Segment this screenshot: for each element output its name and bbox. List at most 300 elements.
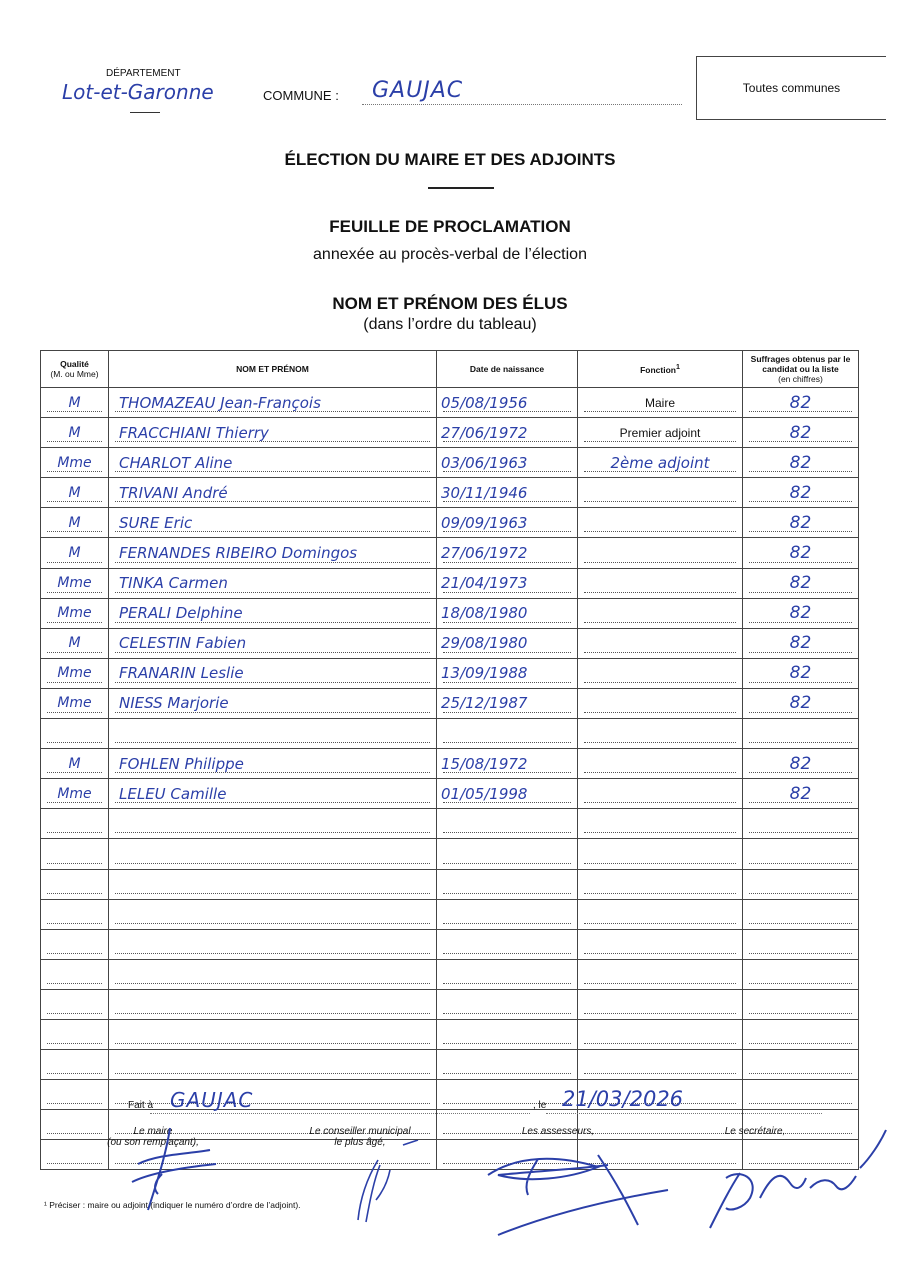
title-rule (428, 187, 494, 189)
cell-qualite-value: Mme (57, 665, 92, 682)
cell-qualite-value: M (68, 424, 81, 441)
cell-qualite-value: Mme (57, 785, 92, 802)
cell-date-naissance (437, 1019, 578, 1049)
cell-suffrages (743, 688, 859, 718)
dotted-line (584, 923, 736, 924)
dotted-line (749, 1043, 852, 1044)
cell-suffrages (743, 658, 859, 688)
dotted-line (47, 863, 102, 864)
dotted-line (749, 893, 852, 894)
cell-qualite (41, 538, 109, 568)
cell-qualite (41, 418, 109, 448)
cell-nom-prenom (109, 719, 437, 749)
cell-qualite (41, 779, 109, 809)
cell-date-naissance (437, 899, 578, 929)
cell-date-naissance (437, 448, 578, 478)
table-row (41, 1080, 859, 1110)
dotted-line (584, 983, 736, 984)
dotted-line (115, 953, 430, 954)
cell-nom-prenom (109, 598, 437, 628)
dotted-line (584, 863, 736, 864)
cell-qualite (41, 1019, 109, 1049)
cell-date-naissance (437, 628, 578, 658)
dotted-line (47, 1103, 102, 1104)
table-row (41, 719, 859, 749)
table-row (41, 899, 859, 929)
dotted-line (584, 652, 736, 653)
header-qualite-sub: (M. ou Mme) (50, 369, 99, 379)
cell-nom-prenom (109, 448, 437, 478)
cell-suffrages-value: 82 (789, 693, 812, 714)
header-suffrages (743, 351, 859, 388)
cell-nom-prenom (109, 959, 437, 989)
dotted-line (443, 832, 571, 833)
dotted-line (115, 983, 430, 984)
commune-underline (362, 104, 682, 105)
cell-date-naissance (437, 688, 578, 718)
dotted-line (443, 1043, 571, 1044)
dotted-line (443, 1013, 571, 1014)
cell-qualite (41, 809, 109, 839)
cell-date-naissance-value: 25/12/1987 (441, 694, 528, 713)
dotted-line (749, 953, 852, 954)
commune-value: GAUJAC (372, 78, 464, 103)
cell-qualite (41, 929, 109, 959)
cell-fonction (578, 688, 743, 718)
table-row (41, 568, 859, 598)
cell-fonction (578, 658, 743, 688)
cell-date-naissance (437, 598, 578, 628)
cell-suffrages (743, 749, 859, 779)
cell-qualite-value: M (68, 635, 81, 652)
cell-suffrages-value: 82 (789, 663, 812, 684)
cell-nom-prenom-value: PERALI Delphine (119, 604, 243, 623)
cell-date-naissance (437, 388, 578, 418)
le-label: , le (533, 1100, 547, 1111)
table-row (41, 688, 859, 718)
header-fonction-footnote-mark: 1 (675, 363, 680, 372)
cell-date-naissance (437, 508, 578, 538)
list-title: NOM ET PRÉNOM DES ÉLUS (332, 294, 568, 313)
cell-suffrages-value: 82 (789, 512, 812, 533)
cell-qualite (41, 628, 109, 658)
cell-qualite-value: M (68, 545, 81, 562)
cell-nom-prenom-value: LELEU Camille (119, 784, 227, 803)
cell-fonction (578, 628, 743, 658)
cell-qualite (41, 959, 109, 989)
cell-nom-prenom (109, 538, 437, 568)
dotted-line (584, 802, 736, 803)
cell-fonction (578, 959, 743, 989)
cell-suffrages (743, 538, 859, 568)
table-row (41, 388, 859, 418)
dotted-line (115, 923, 430, 924)
cell-qualite-value: M (68, 514, 81, 531)
departement-underline (130, 112, 160, 113)
dotted-line (47, 1163, 102, 1164)
dotted-line (749, 863, 852, 864)
dotted-line (115, 832, 430, 833)
cell-suffrages (743, 1050, 859, 1080)
cell-date-naissance (437, 749, 578, 779)
cell-date-naissance (437, 568, 578, 598)
cell-date-naissance-value: 03/06/1963 (441, 453, 528, 472)
cell-nom-prenom (109, 779, 437, 809)
dotted-line (584, 682, 736, 683)
conseiller-sublabel: le plus âgé, (334, 1137, 386, 1148)
table-row (41, 1050, 859, 1080)
cell-nom-prenom (109, 688, 437, 718)
conseiller-signature (318, 1140, 428, 1230)
dotted-line (47, 983, 102, 984)
cell-qualite (41, 839, 109, 869)
cell-nom-prenom-value: THOMAZEAU Jean-François (119, 393, 321, 412)
cell-nom-prenom-value: FRACCHIANI Thierry (119, 423, 269, 442)
cell-date-naissance (437, 1050, 578, 1080)
dotted-line (584, 622, 736, 623)
cell-fonction (578, 598, 743, 628)
cell-nom-prenom (109, 508, 437, 538)
header-suffrages-sub: (en chiffres) (778, 374, 823, 384)
dotted-line (584, 832, 736, 833)
cell-suffrages-value: 82 (789, 573, 812, 594)
cell-date-naissance (437, 809, 578, 839)
cell-qualite-value: Mme (57, 605, 92, 622)
cell-date-naissance-value: 09/09/1963 (441, 513, 528, 532)
cell-nom-prenom (109, 568, 437, 598)
secretaire-signature (700, 1128, 895, 1238)
maire-label: Le maire (133, 1126, 173, 1137)
cell-suffrages (743, 418, 859, 448)
cell-fonction (578, 899, 743, 929)
cell-qualite (41, 388, 109, 418)
sheet-subtitle: annexée au procès-verbal de l’élection (313, 246, 587, 263)
cell-suffrages (743, 568, 859, 598)
departement-label: DÉPARTEMENT (106, 68, 181, 79)
cell-nom-prenom-value: SURE Eric (119, 513, 193, 532)
cell-nom-prenom (109, 899, 437, 929)
dotted-line (47, 742, 102, 743)
cell-date-naissance (437, 869, 578, 899)
table-row (41, 448, 859, 478)
cell-nom-prenom (109, 839, 437, 869)
dotted-line (584, 893, 736, 894)
cell-date-naissance-value: 27/06/1972 (441, 423, 528, 442)
cell-qualite-value: Mme (57, 575, 92, 592)
cell-date-naissance-value: 15/08/1972 (441, 754, 528, 773)
cell-fonction (578, 989, 743, 1019)
cell-nom-prenom (109, 388, 437, 418)
dotted-line (115, 893, 430, 894)
cell-nom-prenom (109, 478, 437, 508)
fait-a-underline (150, 1113, 530, 1114)
dotted-line (584, 1043, 736, 1044)
dotted-line (115, 1073, 430, 1074)
cell-fonction (578, 448, 743, 478)
cell-qualite (41, 598, 109, 628)
cell-suffrages (743, 598, 859, 628)
dotted-line (115, 863, 430, 864)
dotted-line (443, 893, 571, 894)
dotted-line (749, 742, 852, 743)
table-row (41, 929, 859, 959)
table-header-row (41, 351, 859, 388)
cell-suffrages-value: 82 (789, 392, 812, 413)
cell-fonction (578, 749, 743, 779)
cell-fonction-value: 2ème adjoint (610, 453, 710, 472)
cell-suffrages (743, 478, 859, 508)
cell-suffrages (743, 929, 859, 959)
dotted-line (115, 742, 430, 743)
dotted-line (47, 1043, 102, 1044)
dotted-line (749, 983, 852, 984)
cell-nom-prenom (109, 658, 437, 688)
conseiller-label: Le conseiller municipal (309, 1126, 411, 1137)
dotted-line (443, 983, 571, 984)
cell-qualite (41, 899, 109, 929)
dotted-line (584, 1013, 736, 1014)
cell-fonction (578, 1050, 743, 1080)
cell-suffrages-value: 82 (789, 603, 812, 624)
cell-suffrages (743, 388, 859, 418)
dotted-line (749, 832, 852, 833)
table-row (41, 839, 859, 869)
cell-nom-prenom (109, 1080, 437, 1110)
dotted-line (749, 923, 852, 924)
main-title: ÉLECTION DU MAIRE ET DES ADJOINTS (284, 150, 616, 169)
cell-nom-prenom (109, 1019, 437, 1049)
table-row (41, 658, 859, 688)
cell-date-naissance-value: 18/08/1980 (441, 604, 528, 623)
dotted-line (47, 923, 102, 924)
cell-suffrages-value: 82 (789, 753, 812, 774)
cell-date-naissance-value: 05/08/1956 (441, 393, 528, 412)
dotted-line (115, 1103, 430, 1104)
elus-table-body (41, 388, 859, 1170)
dotted-line (47, 832, 102, 833)
cell-fonction (578, 719, 743, 749)
cell-nom-prenom (109, 1050, 437, 1080)
cell-nom-prenom-value: TINKA Carmen (119, 574, 228, 593)
cell-suffrages (743, 899, 859, 929)
cell-suffrages (743, 448, 859, 478)
dotted-line (584, 562, 736, 563)
table-row (41, 989, 859, 1019)
cell-date-naissance-value: 27/06/1972 (441, 544, 528, 563)
cell-fonction (578, 538, 743, 568)
cell-fonction (578, 418, 743, 448)
cell-qualite-value: M (68, 394, 81, 411)
cell-suffrages (743, 839, 859, 869)
header-nom: NOM ET PRÉNOM (109, 351, 437, 388)
cell-nom-prenom-value: NIESS Marjorie (119, 694, 229, 713)
cell-qualite (41, 749, 109, 779)
dotted-line (115, 1043, 430, 1044)
cell-qualite (41, 658, 109, 688)
cell-nom-prenom-value: CELESTIN Fabien (119, 634, 247, 653)
table-row (41, 869, 859, 899)
cell-qualite (41, 1080, 109, 1110)
cell-nom-prenom-value: FOHLEN Philippe (119, 754, 244, 773)
cell-nom-prenom-value: FERNANDES RIBEIRO Domingos (119, 544, 358, 563)
cell-suffrages (743, 809, 859, 839)
table-row (41, 959, 859, 989)
cell-suffrages (743, 989, 859, 1019)
sheet-title: FEUILLE DE PROCLAMATION (329, 217, 571, 236)
cell-nom-prenom (109, 809, 437, 839)
dotted-line (749, 1073, 852, 1074)
cell-date-naissance (437, 959, 578, 989)
header-qualite (41, 351, 109, 388)
cell-date-naissance (437, 839, 578, 869)
signature-date-value: 21/03/2026 (562, 1087, 684, 1111)
cell-date-naissance (437, 418, 578, 448)
cell-date-naissance (437, 1080, 578, 1110)
cell-suffrages-value: 82 (789, 482, 812, 503)
cell-suffrages-value: 82 (789, 783, 812, 804)
cell-fonction (578, 508, 743, 538)
cell-fonction (578, 839, 743, 869)
list-subtitle: (dans l’ordre du tableau) (363, 316, 537, 333)
toutes-communes-box: Toutes communes (696, 56, 886, 120)
cell-fonction (578, 869, 743, 899)
cell-fonction (578, 1019, 743, 1049)
table-row (41, 508, 859, 538)
dotted-line (584, 531, 736, 532)
cell-fonction (578, 478, 743, 508)
cell-date-naissance-value: 30/11/1946 (441, 483, 528, 502)
header-fonction (578, 351, 743, 388)
cell-qualite (41, 448, 109, 478)
dotted-line (749, 1013, 852, 1014)
assesseurs-label: Les assesseurs, (521, 1126, 595, 1137)
cell-nom-prenom-value: CHARLOT Aline (119, 453, 233, 472)
assesseurs-signature-1 (478, 1145, 678, 1245)
cell-fonction (578, 809, 743, 839)
table-row (41, 598, 859, 628)
cell-suffrages-value: 82 (789, 452, 812, 473)
cell-fonction (578, 779, 743, 809)
cell-date-naissance (437, 719, 578, 749)
cell-qualite (41, 869, 109, 899)
dotted-line (584, 742, 736, 743)
dotted-line (443, 742, 571, 743)
dotted-line (584, 953, 736, 954)
table-row (41, 779, 859, 809)
cell-date-naissance-value: 13/09/1988 (441, 664, 528, 683)
dotted-line (443, 1103, 571, 1104)
departement-value: Lot-et-Garonne (62, 80, 214, 104)
dotted-line (584, 1073, 736, 1074)
cell-fonction (578, 388, 743, 418)
cell-qualite-value: Mme (57, 454, 92, 471)
cell-date-naissance (437, 658, 578, 688)
cell-date-naissance (437, 478, 578, 508)
cell-suffrages (743, 628, 859, 658)
cell-qualite-value: M (68, 484, 81, 501)
cell-nom-prenom (109, 418, 437, 448)
cell-suffrages-value: 82 (789, 422, 812, 443)
cell-nom-prenom (109, 929, 437, 959)
dotted-line (115, 1013, 430, 1014)
cell-suffrages-value: 82 (789, 633, 812, 654)
dotted-line (443, 1073, 571, 1074)
dotted-line (47, 1073, 102, 1074)
header-date: Date de naissance (437, 351, 578, 388)
cell-suffrages (743, 869, 859, 899)
dotted-line (584, 592, 736, 593)
cell-suffrages (743, 779, 859, 809)
fait-a-value: GAUJAC (170, 1088, 254, 1112)
cell-fonction (578, 568, 743, 598)
cell-nom-prenom-value: FRANARIN Leslie (119, 664, 244, 683)
cell-qualite-value: M (68, 755, 81, 772)
maire-sublabel: (ou son remplaçant), (107, 1137, 199, 1148)
elus-table (40, 350, 859, 1170)
dotted-line (584, 501, 736, 502)
cell-fonction-value: Premier adjoint (619, 425, 701, 440)
table-row (41, 538, 859, 568)
cell-date-naissance-value: 21/04/1973 (441, 574, 528, 593)
cell-suffrages (743, 1019, 859, 1049)
cell-qualite (41, 508, 109, 538)
cell-date-naissance (437, 538, 578, 568)
table-row (41, 478, 859, 508)
cell-suffrages (743, 1080, 859, 1110)
cell-qualite-value: Mme (57, 695, 92, 712)
cell-date-naissance-value: 01/05/1998 (441, 784, 528, 803)
cell-suffrages (743, 508, 859, 538)
dotted-line (47, 953, 102, 954)
cell-nom-prenom (109, 628, 437, 658)
table-row (41, 1019, 859, 1049)
dotted-line (584, 772, 736, 773)
table-row (41, 749, 859, 779)
header-fonction-label: Fonction (640, 364, 676, 375)
cell-qualite (41, 719, 109, 749)
dotted-line (443, 923, 571, 924)
cell-qualite (41, 478, 109, 508)
cell-nom-prenom (109, 989, 437, 1019)
dotted-line (443, 953, 571, 954)
cell-date-naissance (437, 779, 578, 809)
cell-date-naissance (437, 929, 578, 959)
cell-fonction-value: Maire (644, 395, 675, 410)
cell-nom-prenom (109, 869, 437, 899)
cell-nom-prenom-value: TRIVANI André (119, 483, 228, 502)
cell-date-naissance-value: 29/08/1980 (441, 634, 528, 653)
header-qualite-label: Qualité (60, 359, 89, 369)
cell-qualite (41, 989, 109, 1019)
header-suffrages-label: Suffrages obtenus par le candidat ou la liste (750, 354, 851, 374)
cell-qualite (41, 1050, 109, 1080)
cell-qualite (41, 688, 109, 718)
cell-date-naissance (437, 989, 578, 1019)
secretaire-label: Le secrétaire, (724, 1126, 786, 1137)
dotted-line (47, 1013, 102, 1014)
cell-suffrages (743, 719, 859, 749)
table-row (41, 628, 859, 658)
cell-qualite (41, 568, 109, 598)
cell-fonction (578, 929, 743, 959)
cell-nom-prenom (109, 749, 437, 779)
date-underline (546, 1113, 822, 1114)
cell-suffrages (743, 959, 859, 989)
footnote: ¹ Préciser : maire ou adjoint (indiquer le numéro d’ordre de l’adjoint). (44, 1200, 301, 1210)
fait-a-label: Fait à (128, 1100, 154, 1111)
table-row (41, 418, 859, 448)
dotted-line (47, 893, 102, 894)
